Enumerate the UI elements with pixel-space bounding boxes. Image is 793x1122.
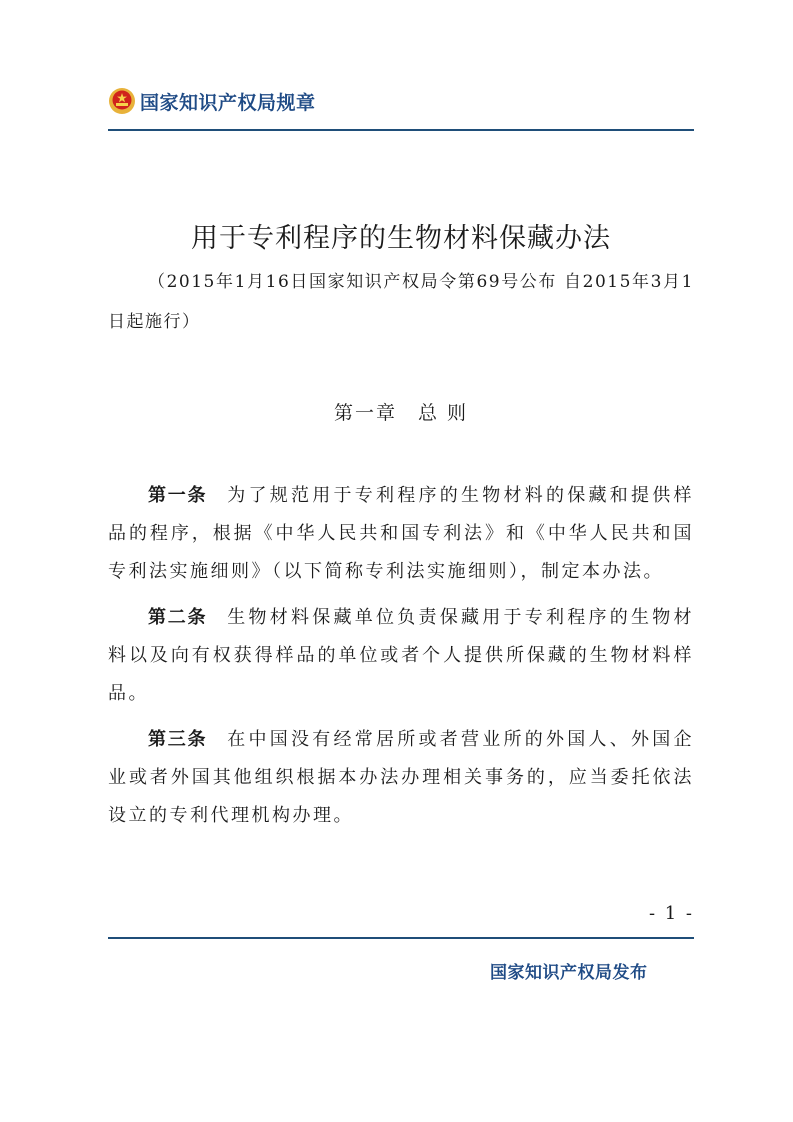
footer-divider [108, 937, 694, 939]
article-text: 在中国没有经常居所或者营业所的外国人、外国企业或者外国其他组织根据本办法办理相关事务的，应当委托依法设立的专利代理机构办理。 [108, 729, 694, 826]
document-subtitle: （2015年1月16日国家知识产权局令第69号公布 自2015年3月1日起施行） [108, 272, 694, 332]
article-text: 为了规范用于专利程序的生物材料的保藏和提供样品的程序，根据《中华人民共和国专利法》和《中华人民共和国专利法实施细则》（以下简称专利法实施细则），制定本办法。 [108, 485, 694, 582]
header-divider [108, 129, 694, 131]
article-label: 第二条 [148, 607, 208, 628]
national-emblem-icon [108, 87, 136, 115]
article-text: 生物材料保藏单位负责保藏用于专利程序的生物材料以及向有权获得样品的单位或者个人提供所保藏的生物材料样品。 [108, 607, 694, 704]
article-label: 第三条 [148, 729, 208, 750]
article-3 [108, 721, 694, 835]
footer-publisher: 国家知识产权局发布 [490, 963, 648, 983]
chapter-heading: 第一章 总 则 [333, 402, 469, 424]
article-1 [108, 477, 694, 591]
article-label: 第一条 [148, 485, 208, 506]
page-number: - 1 - [648, 903, 694, 924]
page-header [108, 86, 694, 116]
article-list [108, 477, 694, 843]
header-title: 国家知识产权局规章 [140, 91, 316, 114]
document-title: 用于专利程序的生物材料保藏办法 [191, 223, 611, 254]
article-2 [108, 599, 694, 713]
